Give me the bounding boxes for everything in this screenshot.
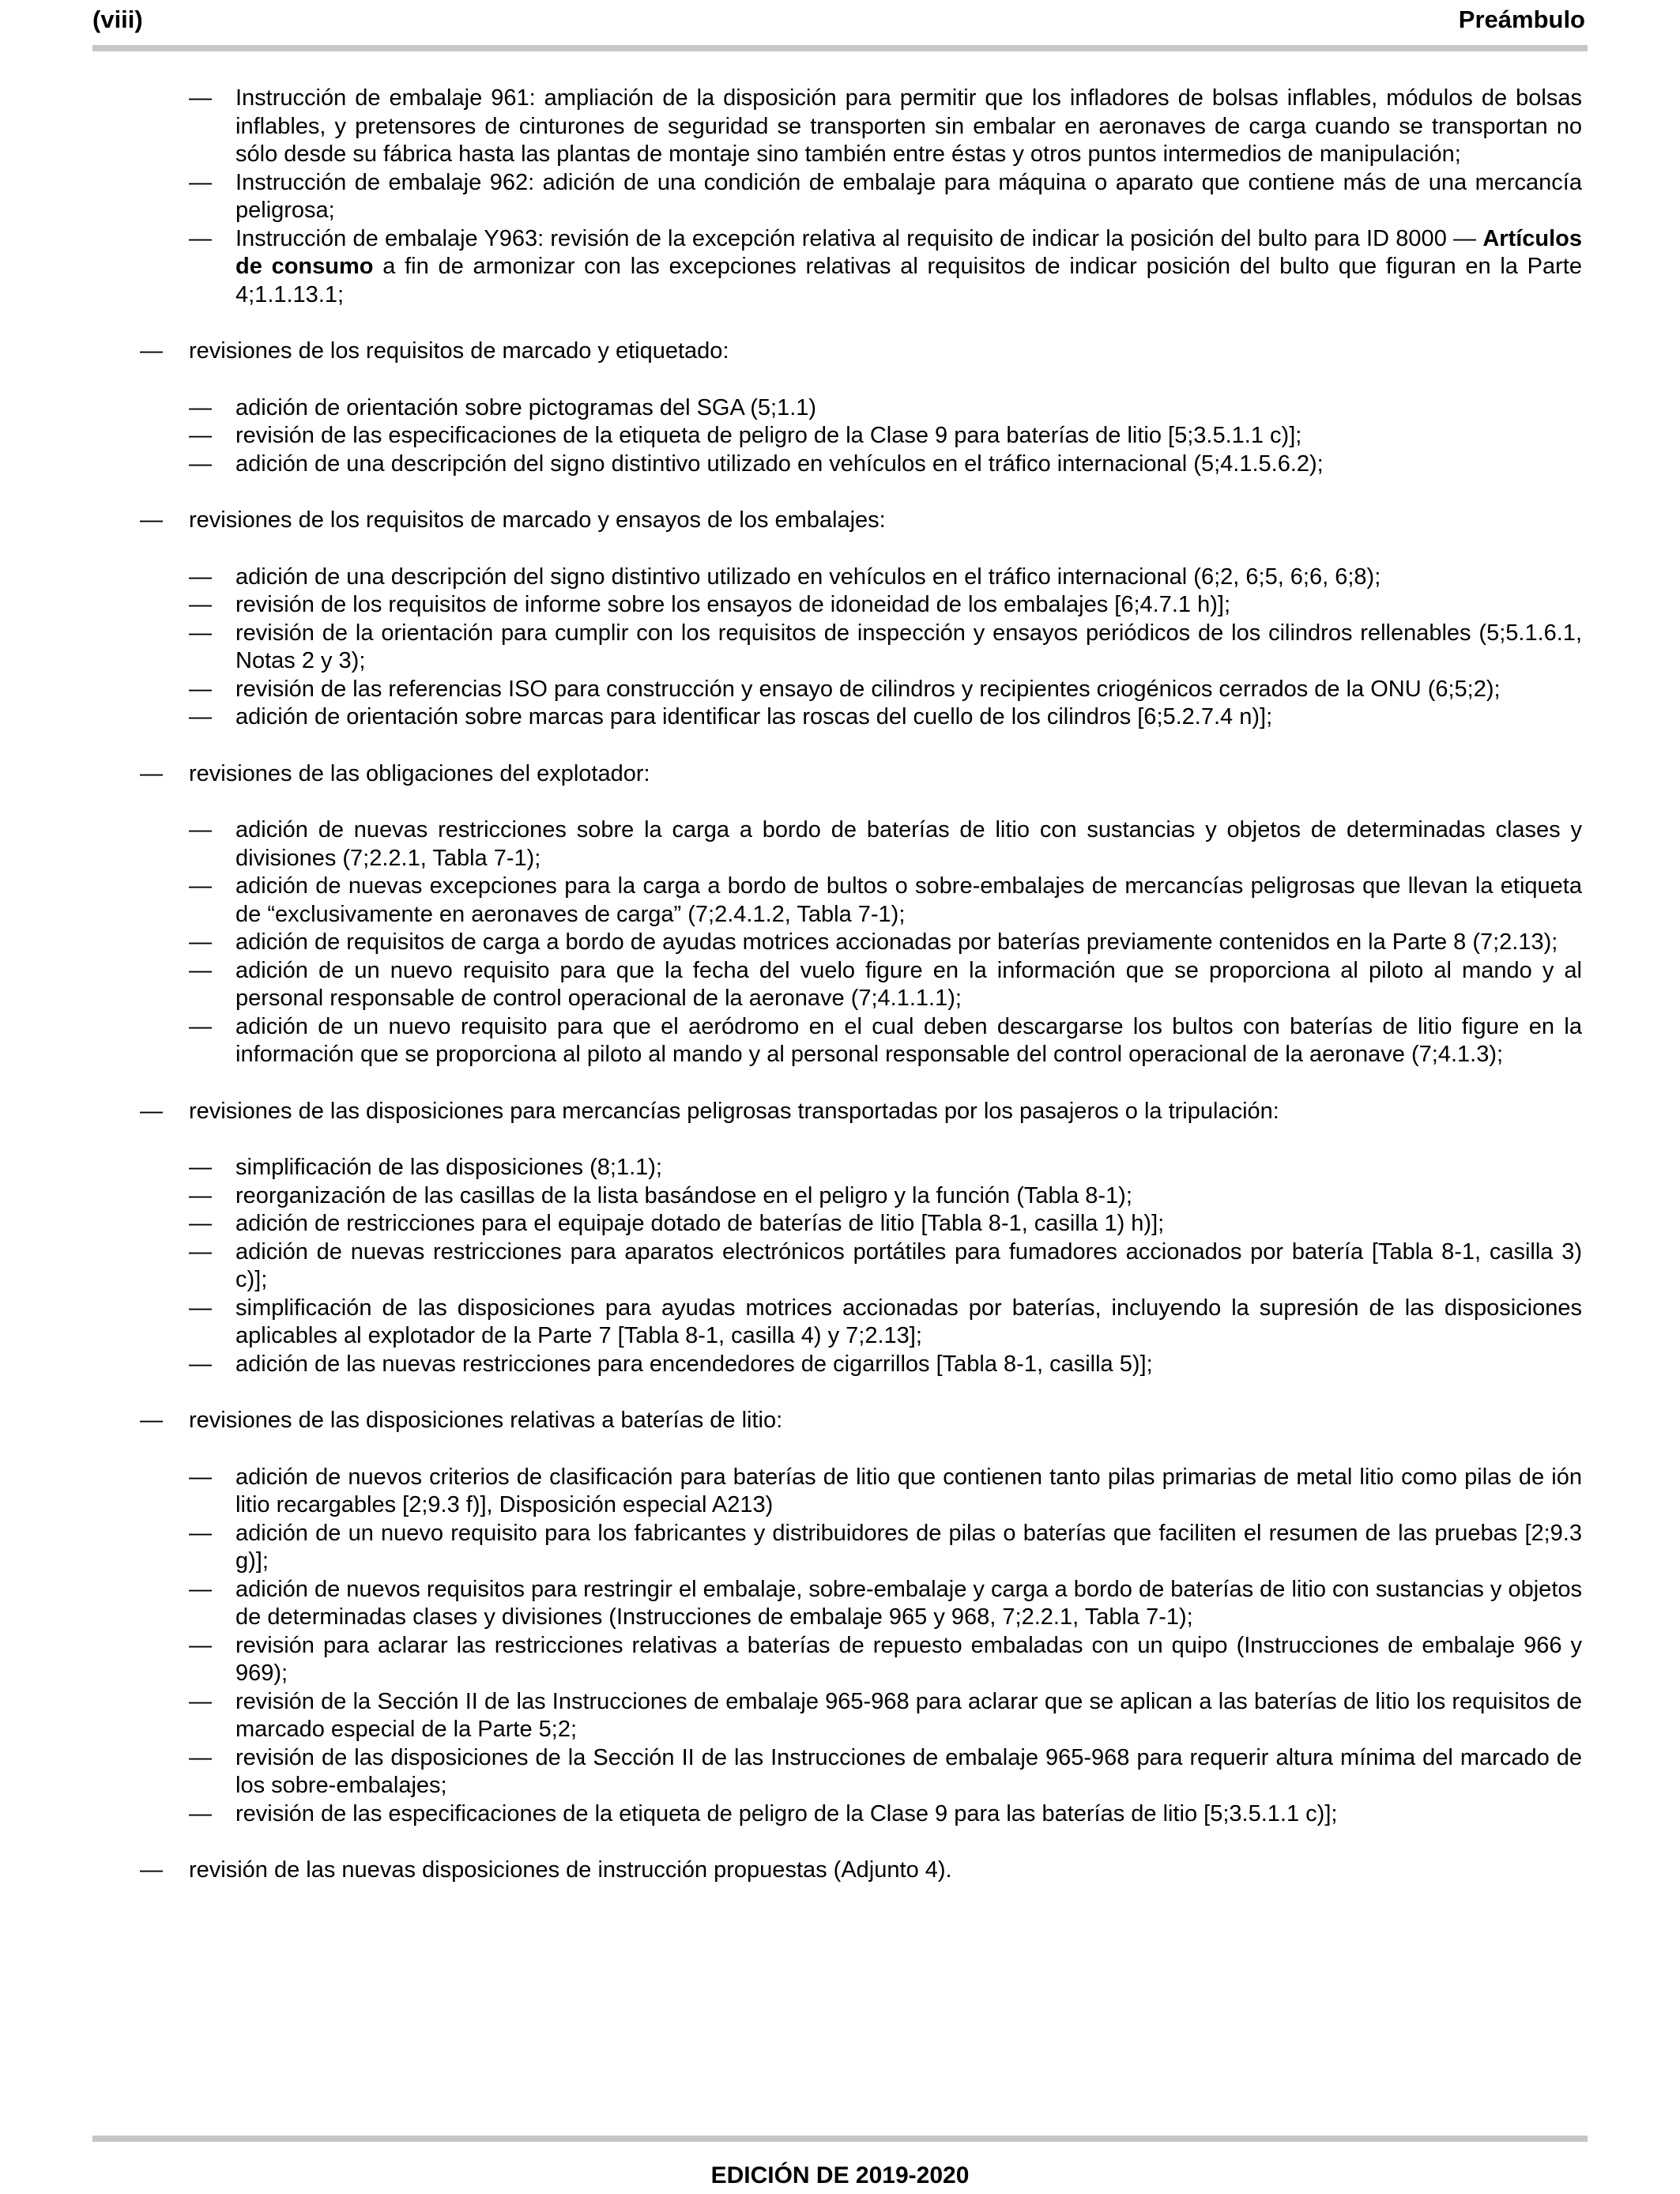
sub-list-item-text: revisión de la Sección II de las Instrucciones de embalaje 965-968 para aclarar que se aplican a las baterías de litio los requisitos de marcado especial de la Parte 5;2; [235,1688,1582,1742]
list-item [0,1857,1582,1885]
em-dash-bullet: — [189,85,212,111]
em-dash-bullet: — [189,423,212,448]
sub-list-item-text: revisión de la orientación para cumplir con los requisitos de inspección y ensayos periódicos de los cilindros rellenables (5;5.1.6.1, Notas 2 y 3); [235,620,1582,673]
sub-list-item [0,422,1582,450]
sub-list-item [0,591,1582,620]
header-rule [92,45,1588,51]
page-number: (viii) [92,6,143,33]
document-body [0,85,1680,1885]
sub-list-item-text: adición de requisitos de carga a bordo de ayudas motrices accionadas por baterías previamente contenidos en la Parte 8 (7;2.13); [235,929,1558,955]
section-title: Preámbulo [1458,6,1585,33]
sub-list-item-text: reorganización de las casillas de la lista basándose en el peligro y la función (Tabla 8-1); [235,1182,1132,1208]
em-dash-bullet: — [189,1800,212,1826]
sub-list-item-text: revisión de las especificaciones de la etiqueta de peligro de la Clase 9 para las baterías de litio [5;3.5.1.1 c)]; [235,1800,1338,1826]
sub-list-item [0,1154,1582,1182]
sub-list-item [0,169,1582,225]
sub-list-item-text: adición de una descripción del signo distintivo utilizado en vehículos en el tráfico internacional (6;2, 6;5, 6;6, 6;8); [235,564,1381,590]
em-dash-bullet: — [140,1098,163,1124]
sub-list-item [0,1351,1582,1379]
sub-list-item-text: adición de las nuevas restricciones para encendedores de cigarrillos [Tabla 8-1, casilla 5)]; [235,1351,1153,1377]
em-dash-bullet: — [189,1351,212,1377]
sub-list-item-text: adición de nuevas excepciones para la carga a bordo de bultos o sobre-embalajes de mercancías peligrosas que llevan la etiqueta de “exclusivamente en aeronaves de carga” (7;2.4.1.2, Tabla 7-1); [235,873,1582,927]
sub-list-item-text: adición de un nuevo requisito para que el aeródromo en el cual deben descargarse los bultos con baterías de litio figure en la información que se proporciona al piloto al mando y al personal responsable del control operacional de la aeronave (7;4.1.3); [235,1013,1582,1067]
sub-list-item-text: adición de nuevos requisitos para restringir el embalaje, sobre-embalaje y carga a bordo de baterías de litio con sustancias y objetos de determinadas clases y divisiones (Instrucciones de embalaje 965 y 968, 7;2.2.1, Tabla 7-1); [235,1576,1582,1630]
em-dash-bullet: — [189,1520,212,1546]
sub-list-item [0,703,1582,732]
em-dash-bullet: — [189,817,212,843]
sub-list-item [0,1800,1582,1829]
em-dash-bullet: — [189,873,212,899]
sub-list-item [0,957,1582,1013]
sub-list-item [0,1632,1582,1688]
sub-list-item-text: adición de nuevas restricciones sobre la carga a bordo de baterías de litio con sustancias y objetos de determinadas clases y divisiones (7;2.2.1, Tabla 7-1); [235,817,1582,871]
sub-list-item-text: revisión de los requisitos de informe sobre los ensayos de idoneidad de los embalajes [6;4.7.1 h)]; [235,592,1231,617]
sub-list-item-text [235,225,1582,310]
list-item [0,1098,1582,1126]
sub-list-item [0,394,1582,423]
em-dash-bullet: — [189,1182,212,1208]
sub-list-item-text: adición de orientación sobre marcas para identificar las roscas del cuello de los cilindros [6;5.2.7.4 n)]; [235,704,1273,729]
em-dash-bullet: — [189,1632,212,1658]
sub-list-item [0,225,1582,310]
sub-list-item [0,1295,1582,1351]
sub-list-item [0,816,1582,873]
sub-list-item-text: adición de una descripción del signo distintivo utilizado en vehículos en el tráfico internacional (5;4.1.5.6.2); [235,450,1324,477]
sub-list-item [0,1238,1582,1295]
em-dash-bullet: — [140,760,163,786]
sub-list-item-text: Instrucción de embalaje 962: adición de una condición de embalaje para máquina o aparato que contiene más de una mercancía peligrosa; [235,169,1582,223]
em-dash-bullet: — [189,1576,212,1602]
sub-list-item [0,1744,1582,1800]
text-segment: Instrucción de embalaje Y963: revisión de la excepción relativa al requisito de indicar la posición del bulto para ID 8000 — [235,225,1483,251]
list-item [0,507,1582,535]
list-item [0,760,1582,789]
em-dash-bullet: — [140,507,163,533]
em-dash-bullet: — [189,450,212,477]
em-dash-bullet: — [140,1408,163,1433]
sub-list-item-text: adición de un nuevo requisito para que la fecha del vuelo figure en la información que se proporciona al piloto al mando y al personal responsable de control operacional de la aeronave (7;4.1.1.1); [235,957,1582,1011]
sub-list-item [0,1210,1582,1238]
sub-list-item-text: adición de nuevos criterios de clasificación para baterías de litio que contienen tanto pilas primarias de metal litio como pilas de ión litio recargables [2;9.3 f)], Disposición especial A213) [235,1464,1582,1517]
list-item-text: revisiones de las disposiciones para mercancías peligrosas transportadas por los pasajeros o la tripulación: [189,1098,1279,1124]
sub-list-item [0,929,1582,957]
sub-list-item-text: adición de nuevas restricciones para aparatos electrónicos portátiles para fumadores accionados por batería [Tabla 8-1, casilla 3) c)]; [235,1238,1582,1292]
list-item-text: revisión de las nuevas disposiciones de instrucción propuestas (Adjunto 4). [189,1857,952,1883]
em-dash-bullet: — [189,225,212,251]
sub-list-item [0,873,1582,929]
em-dash-bullet: — [189,394,212,420]
em-dash-bullet: — [140,338,163,364]
em-dash-bullet: — [140,1857,163,1883]
list-item-text: revisiones de las obligaciones del explotador: [189,760,650,786]
text-segment: a fin de armonizar con las excepciones relativas al requisitos de indicar posición del bulto que figuran en la Parte 4;1.1.13.1; [235,254,1582,307]
em-dash-bullet: — [189,929,212,955]
em-dash-bullet: — [189,1688,212,1714]
sub-list-item-text: adición de orientación sobre pictogramas del SGA (5;1.1) [235,394,817,420]
footer-rule [92,2136,1588,2142]
sub-list-item [0,1688,1582,1744]
em-dash-bullet: — [189,1295,212,1321]
sub-list-item-text: revisión de las referencias ISO para construcción y ensayo de cilindros y recipientes criogénicos cerrados de la ONU (6;5;2); [235,676,1501,702]
bold-term: Artículos de consumo [235,225,1582,279]
em-dash-bullet: — [189,1013,212,1039]
sub-list-item-text: revisión para aclarar las restricciones relativas a baterías de repuesto embaladas con un quipo (Instrucciones de embalaje 966 y 969); [235,1632,1582,1686]
em-dash-bullet: — [189,1744,212,1770]
list-item [0,1407,1582,1435]
em-dash-bullet: — [189,676,212,702]
em-dash-bullet: — [189,1211,212,1236]
list-item [0,337,1582,366]
sub-list-item-text: simplificación de las disposiciones para ayudas motrices accionadas por baterías, incluyendo la supresión de las disposiciones aplicables al explotador de la Parte 7 [Tabla 8-1, casilla 4) y 7;2.13]; [235,1295,1582,1348]
em-dash-bullet: — [189,704,212,729]
sub-list-item [0,1576,1582,1632]
sub-list-item [0,676,1582,704]
em-dash-bullet: — [189,1238,212,1265]
em-dash-bullet: — [189,1155,212,1180]
em-dash-bullet: — [189,169,212,195]
sub-list-item-text: adición de restricciones para el equipaje dotado de baterías de litio [Tabla 8-1, casilla 1) h)]; [235,1211,1165,1236]
sub-list-item [0,1182,1582,1211]
sub-list-item [0,85,1582,169]
sub-list-item-text: adición de un nuevo requisito para los fabricantes y distribuidores de pilas o baterías que faciliten el resumen de las pruebas [2;9.3 g)]; [235,1520,1582,1574]
sub-list-item [0,450,1582,479]
edition-footer: EDICIÓN DE 2019-2020 [710,2162,970,2188]
em-dash-bullet: — [189,592,212,617]
sub-list-item [0,1013,1582,1069]
sub-list-item [0,1464,1582,1520]
sub-list-item [0,1520,1582,1576]
sub-list-item-text: simplificación de las disposiciones (8;1.1); [235,1155,662,1180]
em-dash-bullet: — [189,957,212,983]
sub-list-item-text: revisión de las especificaciones de la etiqueta de peligro de la Clase 9 para baterías de litio [5;3.5.1.1 c)]; [235,423,1302,448]
sub-list-item-text: revisión de las disposiciones de la Sección II de las Instrucciones de embalaje 965-968 para requerir altura mínima del marcado de los sobre-embalajes; [235,1744,1582,1798]
sub-list-item-text: Instrucción de embalaje 961: ampliación de la disposición para permitir que los infladores de bolsas inflables, módulos de bolsas inflables, y pretensores de cinturones de seguridad se transporten sin embalar en aeronaves de carga cuando se transportan no sólo desde su fábrica hasta las plantas de montaje sino también entre éstas y otros puntos intermedios de manipulación; [235,85,1582,167]
em-dash-bullet: — [189,620,212,646]
em-dash-bullet: — [189,564,212,590]
sub-list-item [0,564,1582,592]
em-dash-bullet: — [189,1464,212,1490]
list-item-text: revisiones de los requisitos de marcado y etiquetado: [189,338,729,364]
list-item-text: revisiones de las disposiciones relativas a baterías de litio: [189,1408,783,1433]
list-item-text: revisiones de los requisitos de marcado y ensayos de los embalajes: [189,507,886,533]
sub-list-item [0,620,1582,676]
